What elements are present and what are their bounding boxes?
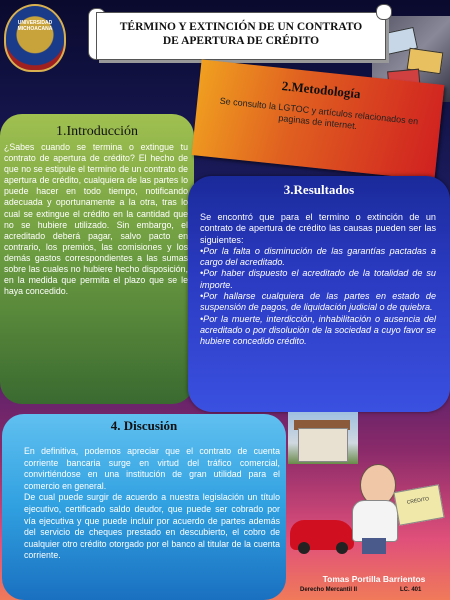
cartoon-man-body [352,500,398,542]
university-logo [4,4,66,72]
car-wheel [336,542,348,554]
car-wheel [298,542,310,554]
discusion-panel [2,414,286,600]
author-name: Tomas Portilla Barrientos [322,574,426,584]
resultados-item: •Por hallarse cualquiera de las partes en estado de suspensión de pagos, de liquidación judicial o de quiebra. [200,291,436,313]
introduccion-title: 1.Introducción [55,124,139,139]
discusion-paragraph: En definitiva, podemos apreciar que el contrato de cuenta corriente bancaria surge en virtud del tráfico comercial, convirtiéndose en una institución de gran utilidad para el comercio en general. [24,446,280,491]
page-title: TÉRMINO Y EXTINCIÓN DE UN CONTRATO DE APERTURA DE CRÉDITO [119,21,363,47]
scroll-curl-right [376,4,392,20]
metodologia-body: Se consulto la LGTOC y artículos relacionados en paginas de internet. [219,95,419,132]
introduccion-body: ¿Sabes cuando se termina o extingue tu contrato de apertura de crédito? El hecho de que no se estipule el termino de un contrato de apertura de crédito, cualquiera de las partes lo puede hacer en todo tiempo, notificando adecuada y oportunamente a la otra, tras lo cual se extingue el crédito en la cantidad que no se hubiere utilizado. Sin embargo, el acreditado deberá pagar, salvo pacto en contrario, los premios, las comisiones y los demás gastos correspondientes a las sumas sobre las cuales no hubiere hecho disposición, en la medida que permita el plazo que se le haya concedido. [4,142,188,297]
resultados-item: •Por la muerte, interdicción, inhabilitación o ausencia del acreditado o por disolución de la sociedad a cuyo favor se hubiere concedido crédito. [200,313,436,347]
discusion-title: 4. Discusión [110,418,178,433]
resultados-item: •Por haber dispuesto el acreditado de la totalidad de su importe. [200,268,436,290]
resultados-intro: Se encontró que para el termino o extinción de un contrato de apertura de crédito las causas pueden ser las siguientes: [200,212,436,245]
metodologia-title: 2.Metodología [281,78,362,102]
discusion-body [24,446,280,562]
introduccion-panel [0,114,194,404]
course-code: LC. 401 [400,587,422,593]
resultados-item: •Por la falta o disminución de las garantías pactadas a cargo del acreditado. [200,245,436,268]
resultados-title: 3.Resultados [283,182,355,197]
course-name: Derecho Mercantil II [300,587,358,593]
resultados-body [200,212,436,348]
credit-document-label: CRÉDITO [406,496,430,506]
discusion-paragraph: De cual puede surgir de acuerdo a nuestra legislación un título ejecutivo, certificado saldo deudor, que puede ser cobrado por vía ejecutiva y que puede incluir por acuerdo de partes además del servicio de cheques prestado en descubierto, el cobro de cualquier otro crédito otorgado por el banco al titular de la cuenta corriente. [24,492,280,561]
resultados-panel [188,176,450,412]
logo-text: UNIVERSIDAD MICHOACANA [17,20,53,32]
cartoon-man-legs [362,538,386,554]
house-body [298,428,348,462]
